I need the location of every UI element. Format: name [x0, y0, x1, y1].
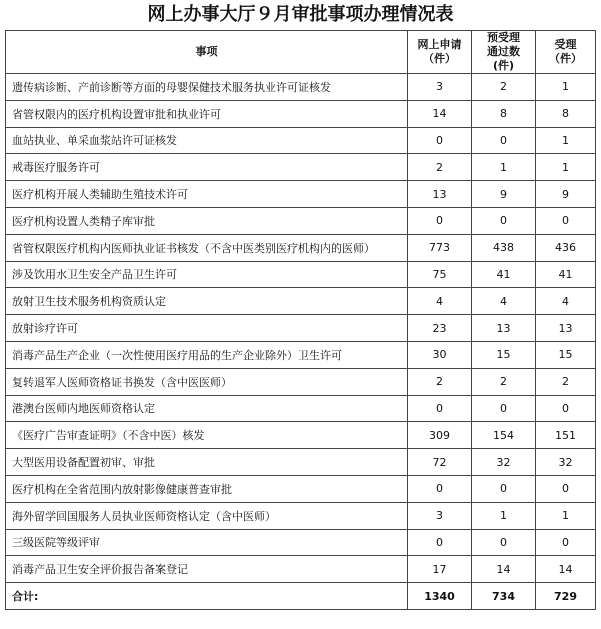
- row-accepted: 0: [536, 529, 596, 556]
- row-item-name: 戒毒医疗服务许可: [6, 154, 408, 181]
- row-applications: 0: [408, 207, 472, 234]
- table-row: [6, 556, 596, 583]
- row-applications: 17: [408, 556, 472, 583]
- row-item-name: 大型医用设备配置初审、审批: [6, 449, 408, 476]
- row-item-name: 放射卫生技术服务机构资质认定: [6, 288, 408, 315]
- header-applications: [408, 31, 472, 74]
- row-item-name: 医疗机构设置人类精子库审批: [6, 207, 408, 234]
- row-accepted: 0: [536, 475, 596, 502]
- header-applications-line1: 网上申请: [417, 38, 462, 51]
- header-item: 事项: [6, 31, 408, 74]
- total-applications: 1340: [408, 583, 472, 610]
- row-accepted: 0: [536, 207, 596, 234]
- row-approved: 4: [472, 288, 536, 315]
- table-row: [6, 127, 596, 154]
- table-row: [6, 315, 596, 342]
- row-approved: 154: [472, 422, 536, 449]
- row-applications: 4: [408, 288, 472, 315]
- row-applications: 309: [408, 422, 472, 449]
- table-row: [6, 100, 596, 127]
- row-item-name: 海外留学回国服务人员执业医师资格认定（含中医师）: [6, 502, 408, 529]
- header-approved-line2: 通过数: [487, 45, 520, 58]
- row-applications: 23: [408, 315, 472, 342]
- table-row: [6, 449, 596, 476]
- table-row: [6, 234, 596, 261]
- table-row: [6, 207, 596, 234]
- row-applications: 30: [408, 341, 472, 368]
- row-approved: 1: [472, 502, 536, 529]
- row-approved: 15: [472, 341, 536, 368]
- total-label: 合计:: [6, 583, 408, 610]
- row-accepted: 32: [536, 449, 596, 476]
- row-accepted: 1: [536, 502, 596, 529]
- row-item-name: 涉及饮用水卫生安全产品卫生许可: [6, 261, 408, 288]
- header-row: [6, 31, 596, 74]
- table-row: [6, 154, 596, 181]
- row-approved: 8: [472, 100, 536, 127]
- row-item-name: 《医疗广告审查证明》（不含中医）核发: [6, 422, 408, 449]
- header-approved-line3: (件): [492, 59, 515, 72]
- row-applications: 2: [408, 154, 472, 181]
- row-approved: 1: [472, 154, 536, 181]
- row-item-name: 医疗机构在全省范围内放射影像健康普查审批: [6, 475, 408, 502]
- table-row: [6, 475, 596, 502]
- row-item-name: 三级医院等级评审: [6, 529, 408, 556]
- row-approved: 41: [472, 261, 536, 288]
- row-accepted: 0: [536, 395, 596, 422]
- table-row: [6, 422, 596, 449]
- row-applications: 2: [408, 368, 472, 395]
- row-approved: 0: [472, 207, 536, 234]
- row-accepted: 1: [536, 74, 596, 101]
- total-approved: 734: [472, 583, 536, 610]
- row-approved: 13: [472, 315, 536, 342]
- row-applications: 14: [408, 100, 472, 127]
- header-approved: [472, 31, 536, 74]
- row-item-name: 港澳台医师内地医师资格认定: [6, 395, 408, 422]
- table-row: [6, 368, 596, 395]
- row-accepted: 15: [536, 341, 596, 368]
- total-accepted: 729: [536, 583, 596, 610]
- row-applications: 72: [408, 449, 472, 476]
- table-row: [6, 395, 596, 422]
- approval-table: [5, 30, 596, 610]
- row-applications: 773: [408, 234, 472, 261]
- row-approved: 0: [472, 395, 536, 422]
- row-item-name: 放射诊疗许可: [6, 315, 408, 342]
- header-accepted-line1: 受理: [554, 38, 577, 51]
- header-accepted: [536, 31, 596, 74]
- row-accepted: 14: [536, 556, 596, 583]
- row-item-name: 省管权限内的医疗机构设置审批和执业许可: [6, 100, 408, 127]
- row-accepted: 436: [536, 234, 596, 261]
- row-approved: 9: [472, 181, 536, 208]
- row-applications: 13: [408, 181, 472, 208]
- row-accepted: 4: [536, 288, 596, 315]
- table-row: [6, 288, 596, 315]
- header-accepted-line2: （件）: [549, 52, 582, 65]
- row-accepted: 1: [536, 127, 596, 154]
- table-row: [6, 181, 596, 208]
- row-applications: 0: [408, 127, 472, 154]
- header-applications-line2: （件）: [423, 52, 456, 65]
- row-accepted: 2: [536, 368, 596, 395]
- row-accepted: 41: [536, 261, 596, 288]
- table-row: [6, 74, 596, 101]
- table-row: [6, 261, 596, 288]
- row-approved: 438: [472, 234, 536, 261]
- total-row: [6, 583, 596, 610]
- table-row: [6, 529, 596, 556]
- header-approved-line1: 预受理: [487, 31, 520, 44]
- row-accepted: 151: [536, 422, 596, 449]
- row-approved: 14: [472, 556, 536, 583]
- row-approved: 32: [472, 449, 536, 476]
- row-approved: 0: [472, 529, 536, 556]
- row-applications: 0: [408, 475, 472, 502]
- row-item-name: 消毒产品生产企业（一次性使用医疗用品的生产企业除外）卫生许可: [6, 341, 408, 368]
- row-applications: 75: [408, 261, 472, 288]
- table-row: [6, 341, 596, 368]
- table-title: 网上办事大厅９月审批事项办理情况表: [147, 4, 454, 25]
- row-item-name: 消毒产品卫生安全评价报告备案登记: [6, 556, 408, 583]
- row-accepted: 13: [536, 315, 596, 342]
- row-approved: 0: [472, 475, 536, 502]
- table-row: [6, 502, 596, 529]
- row-approved: 0: [472, 127, 536, 154]
- row-accepted: 8: [536, 100, 596, 127]
- row-applications: 0: [408, 395, 472, 422]
- row-applications: 0: [408, 529, 472, 556]
- row-applications: 3: [408, 502, 472, 529]
- row-accepted: 1: [536, 154, 596, 181]
- row-item-name: 省管权限医疗机构内医师执业证书核发（不含中医类别医疗机构内的医师）: [6, 234, 408, 261]
- row-accepted: 9: [536, 181, 596, 208]
- row-item-name: 医疗机构开展人类辅助生殖技术许可: [6, 181, 408, 208]
- row-approved: 2: [472, 368, 536, 395]
- row-item-name: 血站执业、单采血浆站许可证核发: [6, 127, 408, 154]
- row-item-name: 复转退军人医师资格证书换发（含中医医师）: [6, 368, 408, 395]
- row-item-name: 遗传病诊断、产前诊断等方面的母婴保健技术服务执业许可证核发: [6, 74, 408, 101]
- row-applications: 3: [408, 74, 472, 101]
- row-approved: 2: [472, 74, 536, 101]
